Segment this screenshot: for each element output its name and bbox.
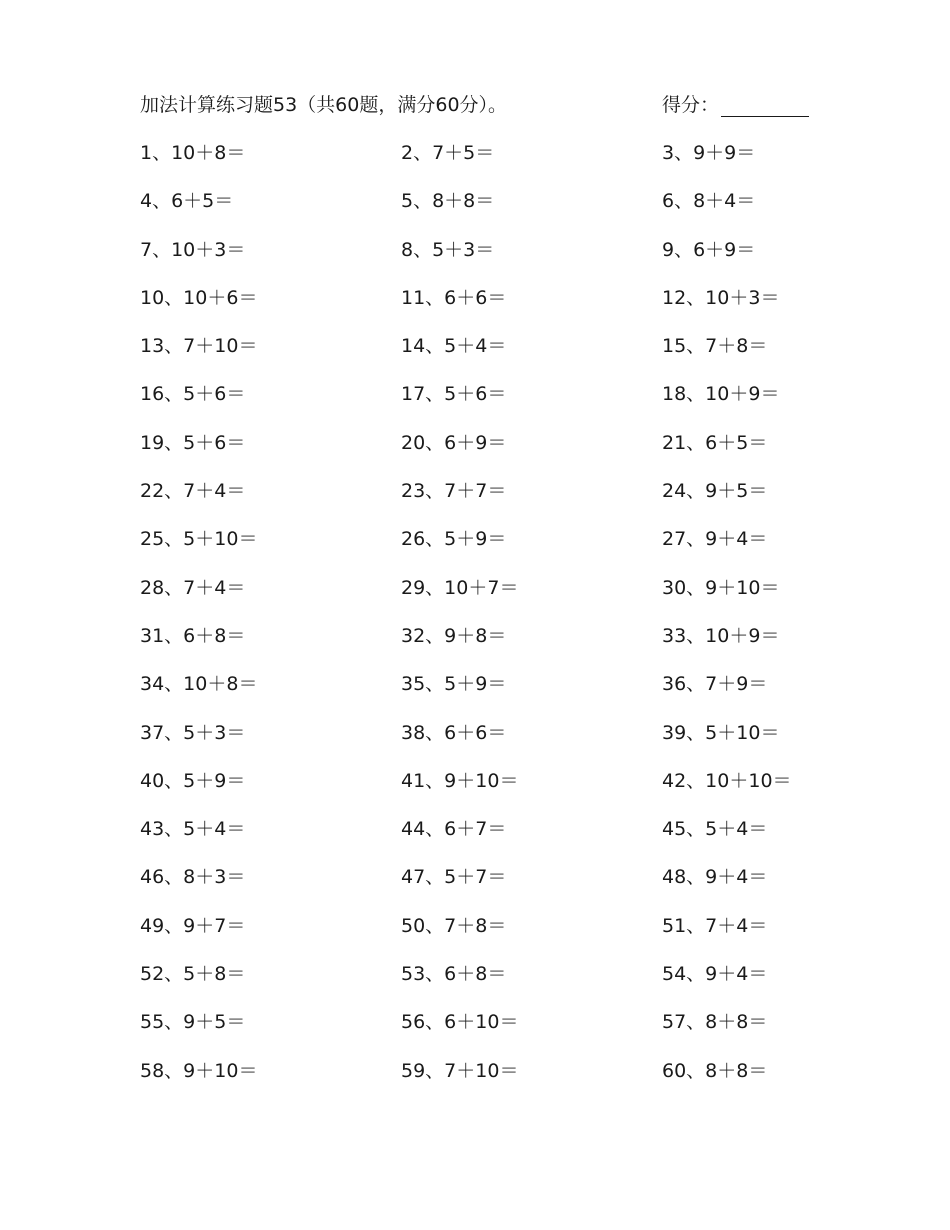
problem-item: 38、6＋6＝ [401,721,507,744]
problem-item: 19、5＋6＝ [140,431,246,454]
problem-item: 27、9＋4＝ [662,528,768,551]
problem-item: 43、5＋4＝ [140,818,246,841]
problem-item: 51、7＋4＝ [662,914,768,937]
score-label: 得分： [662,94,720,116]
problem-item: 37、5＋3＝ [140,721,246,744]
problem-item: 33、10＋9＝ [662,624,780,647]
problem-item: 17、5＋6＝ [401,383,507,406]
problem-item: 45、5＋4＝ [662,818,768,841]
problem-item: 44、6＋7＝ [401,818,507,841]
problem-item: 11、6＋6＝ [401,286,507,309]
problem-item: 8、5＋3＝ [401,238,495,261]
problem-item: 53、6＋8＝ [401,963,507,986]
problem-item: 60、8＋8＝ [662,1059,768,1082]
problem-item: 48、9＋4＝ [662,866,768,889]
problem-item: 35、5＋9＝ [401,673,507,696]
problem-item: 39、5＋10＝ [662,721,780,744]
problem-item: 34、10＋8＝ [140,673,258,696]
problem-item: 50、7＋8＝ [401,914,507,937]
problem-item: 32、9＋8＝ [401,624,507,647]
problem-item: 28、7＋4＝ [140,576,246,599]
worksheet-title: 加法计算练习题53（共60题，满分60分）。 [140,94,508,116]
problem-item: 15、7＋8＝ [662,335,768,358]
problem-item: 52、5＋8＝ [140,963,246,986]
problem-item: 4、6＋5＝ [140,190,234,213]
problem-item: 55、9＋5＝ [140,1011,246,1034]
problem-item: 59、7＋10＝ [401,1059,519,1082]
score-field [662,90,809,117]
problem-item: 36、7＋9＝ [662,673,768,696]
problem-item: 26、5＋9＝ [401,528,507,551]
problem-item: 57、8＋8＝ [662,1011,768,1034]
problem-item: 5、8＋8＝ [401,190,495,213]
problem-grid [140,139,820,1105]
problem-item: 2、7＋5＝ [401,142,495,164]
problem-item: 30、9＋10＝ [662,576,780,599]
problem-item: 56、6＋10＝ [401,1011,519,1034]
problem-item: 10、10＋6＝ [140,286,258,309]
worksheet-header [140,90,820,120]
problem-item: 42、10＋10＝ [662,769,792,792]
problem-item: 40、5＋9＝ [140,769,246,792]
problem-item: 9、6＋9＝ [662,238,756,261]
problem-item: 24、9＋5＝ [662,480,768,503]
problem-item: 7、10＋3＝ [140,238,246,261]
problem-item: 18、10＋9＝ [662,383,780,406]
problem-item: 1、10＋8＝ [140,142,246,164]
score-blank-line[interactable] [721,94,809,117]
problem-item: 54、9＋4＝ [662,963,768,986]
problem-item: 49、9＋7＝ [140,914,246,937]
problem-item: 13、7＋10＝ [140,335,258,358]
problem-item: 3、9＋9＝ [662,142,756,164]
problem-item: 6、8＋4＝ [662,190,756,213]
problem-item: 16、5＋6＝ [140,383,246,406]
problem-item: 47、5＋7＝ [401,866,507,889]
problem-item: 29、10＋7＝ [401,576,519,599]
problem-item: 14、5＋4＝ [401,335,507,358]
problem-item: 21、6＋5＝ [662,431,768,454]
problem-item: 31、6＋8＝ [140,624,246,647]
problem-item: 41、9＋10＝ [401,769,519,792]
problem-item: 58、9＋10＝ [140,1059,258,1082]
problem-item: 23、7＋7＝ [401,480,507,503]
problem-item: 25、5＋10＝ [140,528,258,551]
problem-item: 12、10＋3＝ [662,286,780,309]
problem-item: 20、6＋9＝ [401,431,507,454]
problem-item: 46、8＋3＝ [140,866,246,889]
problem-item: 22、7＋4＝ [140,480,246,503]
